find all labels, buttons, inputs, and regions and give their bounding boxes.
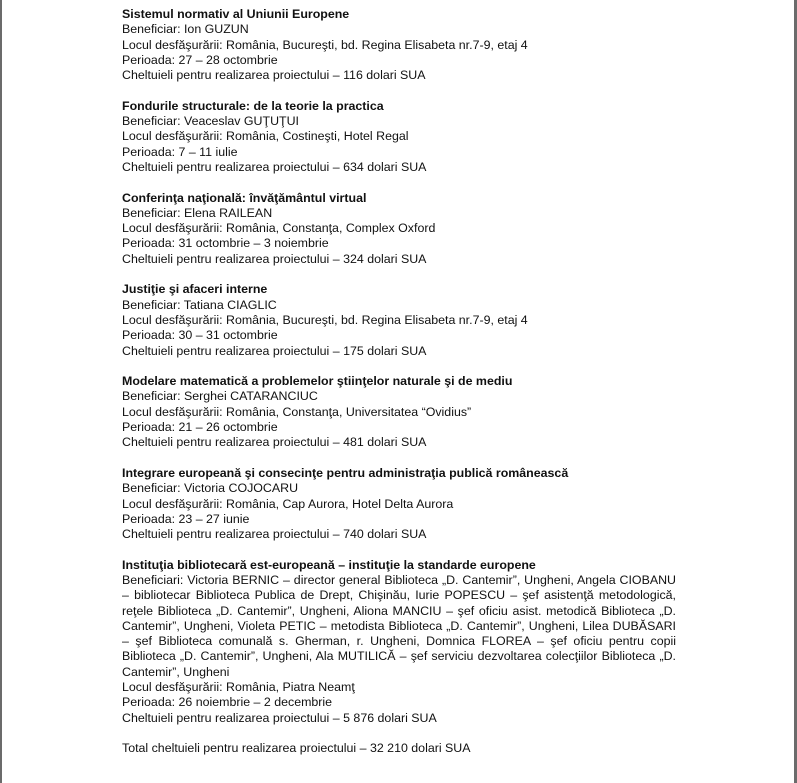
- project-beneficiary: Beneficiar: Elena RAILEAN: [122, 205, 273, 220]
- total-cost: Total cheltuieli pentru realizarea proiectului – 32 210 dolari SUA: [122, 741, 471, 756]
- project-entry: [122, 282, 676, 358]
- project-entry: [122, 99, 676, 175]
- project-beneficiary: Beneficiar: Ion GUZUN: [122, 22, 249, 37]
- project-beneficiary: Beneficiar: Tatiana CIAGLIC: [122, 297, 277, 312]
- project-location: Locul desfăşurării: România, Constanţa, Universitatea “Ovidius”: [122, 404, 472, 419]
- project-beneficiaries: Beneficiari: Victoria BERNIC – director general Biblioteca „D. Cantemir”, Ungheni, Angela CIOBANU – bibliotecar Biblioteca Publica de Drept, Chişinău, Iurie POPESCU – şef asistenţă metodologică, reţele Biblioteca „D. Cantemir”, Ungheni, Aliona MANCIU – şef oficiu asist. metodică Biblioteca „D. Cantemir”, Ungheni, Violeta PETIC – metodista Biblioteca „D. Cantemir”, Ungheni, Lilea DUBĂSARI – şef Biblioteca comunală s. Gherman, r. Ungheni, Domnica FLOREA – şef oficiu pentru copii Biblioteca „D. Cantemir”, Ungheni, Ala MUTILICĂ – şef serviciu dezvoltarea colecţiilor Biblioteca „D. Cantemir”, Ungheni: [122, 572, 676, 679]
- project-title: Fondurile structurale: de la teorie la practica: [122, 98, 384, 113]
- project-entry: [122, 7, 676, 83]
- project-cost: Cheltuieli pentru realizarea proiectului – 116 dolari SUA: [122, 68, 426, 83]
- project-period: Perioada: 26 noiembrie – 2 decembrie: [122, 695, 333, 710]
- project-cost: Cheltuieli pentru realizarea proiectului – 175 dolari SUA: [122, 343, 427, 358]
- project-cost: Cheltuieli pentru realizarea proiectului – 481 dolari SUA: [122, 435, 427, 450]
- project-location: Locul desfăşurării: România, Bucureşti, bd. Regina Elisabeta nr.7-9, etaj 4: [122, 312, 528, 327]
- project-title: Sistemul normativ al Uniunii Europene: [122, 7, 350, 21]
- document-content: [122, 7, 676, 757]
- project-cost: Cheltuieli pentru realizarea proiectului – 324 dolari SUA: [122, 251, 427, 266]
- project-period: Perioada: 23 – 27 iunie: [122, 511, 250, 526]
- project-period: Perioada: 31 octombrie – 3 noiembrie: [122, 236, 329, 251]
- project-title: Justiţie şi afaceri interne: [122, 282, 268, 297]
- project-cost: Cheltuieli pentru realizarea proiectului – 634 dolari SUA: [122, 159, 427, 174]
- project-entry: [122, 466, 676, 542]
- project-title: Conferinţa naţională: învăţământul virtual: [122, 190, 367, 205]
- page-left-border: [0, 0, 2, 783]
- project-entry: [122, 374, 676, 450]
- project-location: Locul desfăşurării: România, Cap Aurora, Hotel Delta Aurora: [122, 496, 454, 511]
- project-period: Perioada: 21 – 26 octombrie: [122, 420, 278, 435]
- project-period: Perioada: 7 – 11 iulie: [122, 144, 238, 159]
- project-location: Locul desfăşurării: România, Constanţa, Complex Oxford: [122, 221, 436, 236]
- project-cost: Cheltuieli pentru realizarea proiectului – 740 dolari SUA: [122, 527, 427, 542]
- project-beneficiary: Beneficiar: Serghei CATARANCIUC: [122, 389, 318, 404]
- project-period: Perioada: 30 – 31 octombrie: [122, 328, 278, 343]
- project-entry: [122, 558, 676, 726]
- project-period: Perioada: 27 – 28 octombrie: [122, 52, 278, 67]
- project-beneficiary: Beneficiar: Veaceslav GUŢUŢUI: [122, 114, 299, 129]
- project-title: Modelare matematică a problemelor ştiinţelor naturale şi de mediu: [122, 374, 513, 389]
- project-title: Integrare europeană şi consecinţe pentru administraţia publică românească: [122, 465, 569, 480]
- project-cost: Cheltuieli pentru realizarea proiectului – 5 876 dolari SUA: [122, 710, 437, 725]
- project-location: Locul desfăşurării: România, Piatra Neamţ: [122, 680, 355, 695]
- project-beneficiary: Beneficiar: Victoria COJOCARU: [122, 481, 299, 496]
- project-title: Instituţia bibliotecară est-europeană – instituţie la standarde europene: [122, 557, 536, 572]
- project-entry: [122, 191, 676, 267]
- project-location: Locul desfăşurării: România, Costineşti, Hotel Regal: [122, 129, 409, 144]
- project-location: Locul desfăşurării: România, Bucureşti, bd. Regina Elisabeta nr.7-9, etaj 4: [122, 37, 528, 52]
